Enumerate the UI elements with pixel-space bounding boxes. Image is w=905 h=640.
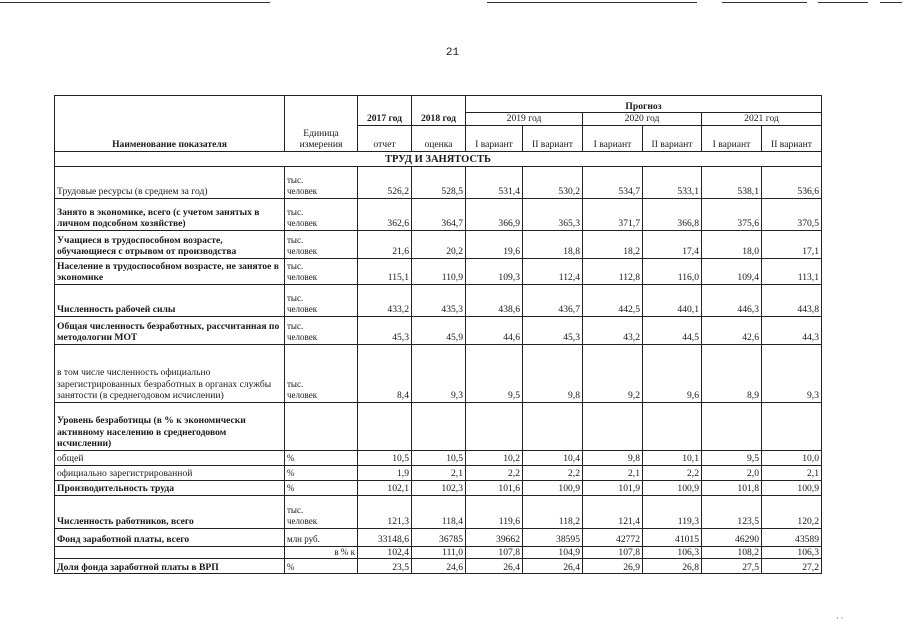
row-value: 18,8 <box>523 230 583 258</box>
row-unit <box>285 495 358 528</box>
row-value: 101,6 <box>466 480 523 495</box>
indicators-table <box>54 95 822 574</box>
row-unit-line2: человек <box>287 516 318 526</box>
row-value: 121,3 <box>358 495 412 528</box>
row-value: 440,1 <box>643 284 702 316</box>
table-row <box>55 258 822 284</box>
header-2019-v1: I вариант <box>466 125 523 151</box>
row-value: 10,4 <box>523 450 583 465</box>
row-name <box>55 546 285 559</box>
row-value: 100,9 <box>523 480 583 495</box>
row-value: 366,8 <box>643 198 702 230</box>
row-value: 19,6 <box>466 230 523 258</box>
top-rule-5 <box>880 2 902 3</box>
row-value: 18,2 <box>583 230 643 258</box>
row-value: 115,1 <box>358 258 412 284</box>
row-value <box>643 402 702 450</box>
row-value: 44,3 <box>762 316 822 344</box>
row-value: 42772 <box>583 528 643 546</box>
top-rule-4 <box>818 2 868 3</box>
row-unit <box>285 316 358 344</box>
table-body <box>55 166 822 574</box>
row-name: Численность рабочей силы <box>55 284 285 316</box>
header-2019-v2: II вариант <box>523 125 583 151</box>
row-name: Трудовые ресурсы (в среднем за год) <box>55 166 285 198</box>
top-rule-1 <box>0 2 270 3</box>
row-value: 43589 <box>762 528 822 546</box>
row-value: 106,3 <box>643 546 702 559</box>
row-name: Производительность труда <box>55 480 285 495</box>
row-value: 104,9 <box>523 546 583 559</box>
row-unit-line1: тыс. <box>287 292 304 303</box>
header-forecast: Прогноз <box>466 96 822 113</box>
row-unit-line2: человек <box>287 332 318 342</box>
row-value: 43,2 <box>583 316 643 344</box>
header-2020: 2020 год <box>583 113 702 126</box>
row-unit-line1: тыс. <box>287 260 304 271</box>
row-value: 2,0 <box>702 465 762 480</box>
top-rule-2 <box>487 2 697 3</box>
row-value: 17,1 <box>762 230 822 258</box>
top-rule-3 <box>722 2 807 3</box>
row-value: 118,4 <box>412 495 466 528</box>
row-unit-line2: человек <box>287 390 318 400</box>
row-unit <box>285 166 358 198</box>
header-row-1 <box>55 96 822 113</box>
row-value: 10,2 <box>466 450 523 465</box>
row-unit-line1: тыс. <box>287 174 304 185</box>
row-value <box>466 402 523 450</box>
row-unit-line2: % <box>287 561 295 572</box>
table-row <box>55 528 822 546</box>
header-2020-v2: II вариант <box>643 125 702 151</box>
row-value: 2,1 <box>412 465 466 480</box>
row-unit-line2: в % к <box>334 546 355 557</box>
row-value: 2,2 <box>643 465 702 480</box>
row-value: 39662 <box>466 528 523 546</box>
row-value: 120,2 <box>762 495 822 528</box>
row-name: Общая численность безработных, рассчитанная по методологии МОТ <box>55 316 285 344</box>
row-value: 9,5 <box>466 344 523 402</box>
row-value: 1,9 <box>358 465 412 480</box>
row-value: 45,3 <box>358 316 412 344</box>
row-value: 534,7 <box>583 166 643 198</box>
row-unit-line2: человек <box>287 218 318 228</box>
row-value: 116,0 <box>643 258 702 284</box>
row-name: Доля фонда заработной платы в ВРП <box>55 559 285 574</box>
row-unit-line1: тыс. <box>287 206 304 217</box>
row-name: Фонд заработной платы, всего <box>55 528 285 546</box>
row-value: 27,2 <box>762 559 822 574</box>
row-name: Уровень безработицы (в % к экономически активному населению в среднегодовом исчислении) <box>55 402 285 450</box>
row-unit-line2: человек <box>287 246 318 256</box>
row-value: 438,6 <box>466 284 523 316</box>
row-value: 9,3 <box>762 344 822 402</box>
section-row <box>55 151 822 166</box>
row-value: 365,3 <box>523 198 583 230</box>
row-value: 112,8 <box>583 258 643 284</box>
row-value: 8,4 <box>358 344 412 402</box>
row-value: 38595 <box>523 528 583 546</box>
header-2017: 2017 год <box>358 96 412 126</box>
row-value: 118,2 <box>523 495 583 528</box>
row-value: 102,1 <box>358 480 412 495</box>
row-value: 18,0 <box>702 230 762 258</box>
row-value: 110,9 <box>412 258 466 284</box>
row-value: 364,7 <box>412 198 466 230</box>
row-name: общей <box>55 450 285 465</box>
row-value: 123,5 <box>702 495 762 528</box>
row-unit-line1: тыс. <box>287 504 304 515</box>
row-value: 107,8 <box>583 546 643 559</box>
row-value: 20,2 <box>412 230 466 258</box>
row-value: 42,6 <box>702 316 762 344</box>
row-value: 370,5 <box>762 198 822 230</box>
row-unit-line2: человек <box>287 304 318 314</box>
row-value: 8,9 <box>702 344 762 402</box>
row-value: 26,4 <box>466 559 523 574</box>
row-unit <box>285 480 358 495</box>
row-value <box>358 402 412 450</box>
row-name: Население в трудоспособном возрасте, не занятое в экономике <box>55 258 285 284</box>
row-value: 27,5 <box>702 559 762 574</box>
row-name: Численность работников, всего <box>55 495 285 528</box>
row-unit-line2: % <box>287 468 295 478</box>
table-row <box>55 230 822 258</box>
row-value: 2,2 <box>466 465 523 480</box>
row-value: 10,5 <box>358 450 412 465</box>
header-2019: 2019 год <box>466 113 583 126</box>
row-value: 362,6 <box>358 198 412 230</box>
row-unit-line2: млн руб. <box>287 534 320 544</box>
row-value: 119,6 <box>466 495 523 528</box>
table-row <box>55 465 822 480</box>
header-2021-v1: I вариант <box>702 125 762 151</box>
row-value: 371,7 <box>583 198 643 230</box>
row-value: 100,9 <box>762 480 822 495</box>
header-2021: 2021 год <box>702 113 822 126</box>
row-value: 531,4 <box>466 166 523 198</box>
table-row <box>55 316 822 344</box>
row-name: Занято в экономике, всего (с учетом занятых в личном подсобном хозяйстве) <box>55 198 285 230</box>
row-unit <box>285 450 358 465</box>
header-2020-v1: I вариант <box>583 125 643 151</box>
row-value: 106,3 <box>762 546 822 559</box>
row-value <box>412 402 466 450</box>
row-value: 121,4 <box>583 495 643 528</box>
row-unit <box>285 559 358 574</box>
row-unit-line1: тыс. <box>287 320 304 331</box>
row-name: Учащиеся в трудоспособном возрасте, обучающиеся с отрывом от производства <box>55 230 285 258</box>
row-unit-line2: % <box>287 483 295 493</box>
row-value: 9,6 <box>643 344 702 402</box>
row-value: 26,9 <box>583 559 643 574</box>
row-value: 533,1 <box>643 166 702 198</box>
row-value <box>762 402 822 450</box>
row-value: 44,5 <box>643 316 702 344</box>
row-value: 102,4 <box>358 546 412 559</box>
table-row <box>55 450 822 465</box>
row-unit-line1: тыс. <box>287 234 304 245</box>
row-value <box>702 402 762 450</box>
row-name: в том числе численность официально зарегистрированных безработных в органах службы занятости (в среднегодовом исчислении) <box>55 344 285 402</box>
row-value: 108,2 <box>702 546 762 559</box>
row-unit <box>285 258 358 284</box>
row-value: 21,6 <box>358 230 412 258</box>
row-value: 100,9 <box>643 480 702 495</box>
row-value: 528,5 <box>412 166 466 198</box>
row-value: 33148,6 <box>358 528 412 546</box>
table-row <box>55 344 822 402</box>
table-row <box>55 198 822 230</box>
row-value: 111,0 <box>412 546 466 559</box>
row-value: 109,3 <box>466 258 523 284</box>
row-value: 9,2 <box>583 344 643 402</box>
row-value: 26,4 <box>523 559 583 574</box>
row-value: 101,9 <box>583 480 643 495</box>
row-value: 366,9 <box>466 198 523 230</box>
row-unit <box>285 402 358 450</box>
row-value: 443,8 <box>762 284 822 316</box>
footer-marks: · · <box>836 614 844 623</box>
table-row <box>55 166 822 198</box>
row-value <box>583 402 643 450</box>
row-value: 46290 <box>702 528 762 546</box>
row-value: 17,4 <box>643 230 702 258</box>
row-unit <box>285 284 358 316</box>
row-value: 9,5 <box>702 450 762 465</box>
header-estimate: оценка <box>412 125 466 151</box>
row-value: 9,8 <box>523 344 583 402</box>
row-value: 109,4 <box>702 258 762 284</box>
table-row <box>55 546 822 559</box>
row-value: 24,6 <box>412 559 466 574</box>
row-value: 9,8 <box>583 450 643 465</box>
table-row <box>55 402 822 450</box>
row-value: 536,6 <box>762 166 822 198</box>
header-name: Наименование показателя <box>55 96 285 152</box>
row-value: 45,9 <box>412 316 466 344</box>
row-value: 41015 <box>643 528 702 546</box>
header-unit-line2: измерения <box>299 139 343 150</box>
row-unit-line1: тыс. <box>287 378 304 389</box>
row-value: 435,3 <box>412 284 466 316</box>
row-value <box>523 402 583 450</box>
row-value: 2,2 <box>523 465 583 480</box>
row-name: официально зарегистрированной <box>55 465 285 480</box>
row-value: 119,3 <box>643 495 702 528</box>
row-value: 107,8 <box>466 546 523 559</box>
row-value: 2,1 <box>583 465 643 480</box>
row-value: 2,1 <box>762 465 822 480</box>
header-actual: отчет <box>358 125 412 151</box>
row-value: 26,8 <box>643 559 702 574</box>
row-unit <box>285 546 358 559</box>
row-unit-line2: % <box>287 453 295 463</box>
table-row <box>55 480 822 495</box>
row-value: 9,3 <box>412 344 466 402</box>
row-value: 436,7 <box>523 284 583 316</box>
row-unit-line2: человек <box>287 272 318 282</box>
row-value: 446,3 <box>702 284 762 316</box>
row-value: 530,2 <box>523 166 583 198</box>
table-row <box>55 559 822 574</box>
table-row <box>55 284 822 316</box>
row-unit <box>285 528 358 546</box>
header-unit <box>285 96 358 152</box>
row-value: 113,1 <box>762 258 822 284</box>
row-value: 101,8 <box>702 480 762 495</box>
row-value: 10,1 <box>643 450 702 465</box>
row-unit-line2: человек <box>287 186 318 196</box>
row-unit <box>285 344 358 402</box>
header-2018: 2018 год <box>412 96 466 126</box>
row-value: 375,6 <box>702 198 762 230</box>
row-value: 10,0 <box>762 450 822 465</box>
row-value: 112,4 <box>523 258 583 284</box>
table-row <box>55 495 822 528</box>
row-value: 36785 <box>412 528 466 546</box>
row-value: 433,2 <box>358 284 412 316</box>
row-value: 44,6 <box>466 316 523 344</box>
row-unit <box>285 465 358 480</box>
row-value: 45,3 <box>523 316 583 344</box>
row-unit <box>285 230 358 258</box>
header-unit-line1: Единица <box>303 127 339 139</box>
row-value: 10,5 <box>412 450 466 465</box>
row-value: 23,5 <box>358 559 412 574</box>
row-value: 442,5 <box>583 284 643 316</box>
section-title: ТРУД И ЗАНЯТОСТЬ <box>55 151 822 166</box>
row-value: 102,3 <box>412 480 466 495</box>
page-number: 21 <box>445 47 460 59</box>
header-2021-v2: II вариант <box>762 125 822 151</box>
row-unit <box>285 198 358 230</box>
row-value: 538,1 <box>702 166 762 198</box>
row-value: 526,2 <box>358 166 412 198</box>
